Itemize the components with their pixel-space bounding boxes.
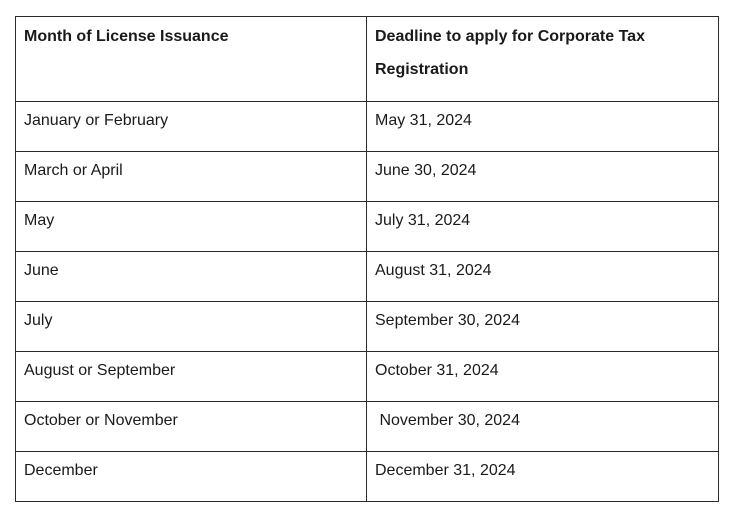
table-row	[16, 252, 719, 302]
deadline-cell: October 31, 2024	[367, 352, 719, 402]
month-cell: August or September	[16, 352, 367, 402]
deadline-cell: July 31, 2024	[367, 202, 719, 252]
month-cell: March or April	[16, 152, 367, 202]
month-cell: June	[16, 252, 367, 302]
deadline-table-container	[15, 16, 718, 502]
table-row	[16, 402, 719, 452]
month-cell: January or February	[16, 102, 367, 152]
table-row	[16, 352, 719, 402]
header-month-of-license-issuance: Month of License Issuance	[16, 17, 367, 102]
table-row	[16, 452, 719, 502]
deadline-cell: September 30, 2024	[367, 302, 719, 352]
month-cell: May	[16, 202, 367, 252]
table-row	[16, 102, 719, 152]
corporate-tax-deadline-table	[15, 16, 719, 502]
month-cell: July	[16, 302, 367, 352]
table-row	[16, 302, 719, 352]
month-cell: October or November	[16, 402, 367, 452]
table-header	[16, 17, 719, 102]
deadline-cell: November 30, 2024	[367, 402, 719, 452]
deadline-cell: June 30, 2024	[367, 152, 719, 202]
header-row	[16, 17, 719, 102]
deadline-cell: August 31, 2024	[367, 252, 719, 302]
header-registration-deadline: Deadline to apply for Corporate Tax Registration	[367, 17, 719, 102]
table-body	[16, 102, 719, 502]
deadline-cell: May 31, 2024	[367, 102, 719, 152]
table-row	[16, 202, 719, 252]
month-cell: December	[16, 452, 367, 502]
table-row	[16, 152, 719, 202]
deadline-cell: December 31, 2024	[367, 452, 719, 502]
